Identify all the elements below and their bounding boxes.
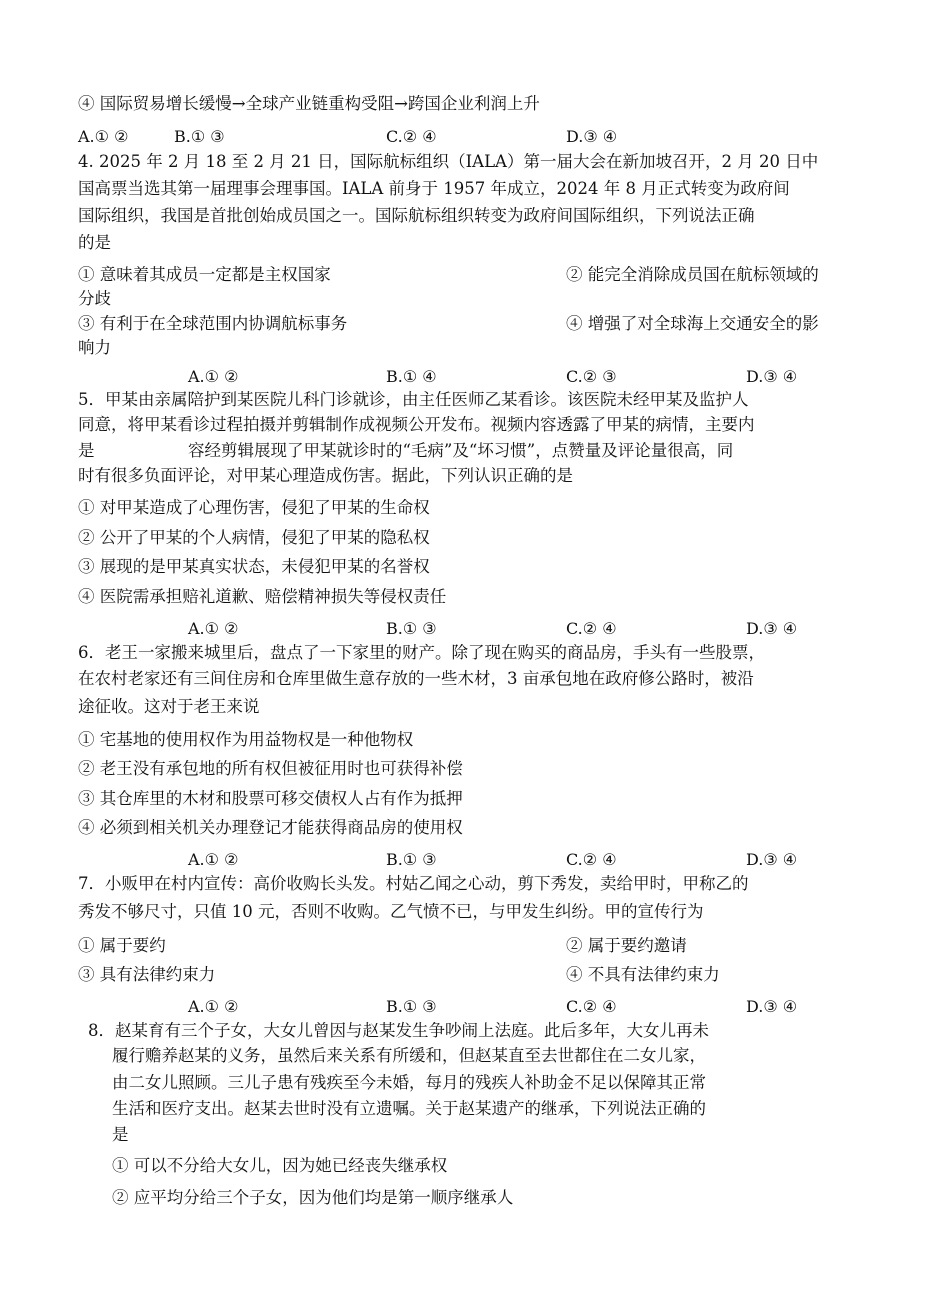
q8-stem-line-5: 是 (112, 1125, 129, 1144)
q8-item-1: ① 可以不分给大女儿，因为她已经丧失继承权 (112, 1156, 448, 1175)
q6-stem-line-2: 在农村老家还有三间住房和仓库里做生意存放的一些木材，3 亩承包地在政府修公路时，被沿 (78, 669, 754, 688)
q4-stem-line-3: 国际组织，我国是首批创始成员国之一。国际航标组织转变为政府间国际组织，下列说法正确 (78, 206, 755, 225)
q6-option-b: B.① ③ (386, 850, 437, 869)
q6-option-a: A.① ② (188, 850, 239, 869)
q4-option-b: B.① ④ (386, 367, 437, 386)
q6-item-3: ③ 其仓库里的木材和股票可移交债权人占有作为抵押 (78, 789, 463, 808)
q4-stem-line-4: 的是 (78, 233, 111, 252)
q5-stem-line-3-start: 是 (78, 441, 95, 460)
q5-stem-line-2: 同意，将甲某看诊过程拍摄并剪辑制作成视频公开发布。视频内容透露了甲某的病情，主要内 (78, 415, 755, 434)
q7-option-b: B.① ③ (386, 997, 437, 1016)
q7-item-4: ④ 不具有法律约束力 (566, 965, 720, 984)
q3-item-4: ④ 国际贸易增长缓慢→全球产业链重构受阻→跨国企业利润上升 (78, 94, 540, 113)
q4-option-a: A.① ② (188, 367, 239, 386)
q4-stem-line-2: 国高票当选其第一届理事会理事国。IALA 前身于 1957 年成立，2024 年 8 月正式转变为政府间 (78, 179, 790, 198)
q7-item-2: ② 属于要约邀请 (566, 936, 687, 955)
q8-stem-line-2: 履行赡养赵某的义务，虽然后来关系有所缓和，但赵某直至去世都住在二女儿家， (112, 1046, 706, 1065)
q4-item-1: ① 意味着其成员一定都是主权国家 (78, 265, 331, 284)
q8-stem-line-1: 8．赵某育有三个子女，大女儿曾因与赵某发生争吵闹上法庭。此后多年，大女儿再未 (88, 1021, 709, 1040)
q3-option-c: C.② ④ (386, 127, 437, 146)
q5-stem-line-3: 容经剪辑展现了甲某就诊时的“毛病”及“坏习惯”，点赞量及评论量很高，同 (188, 441, 734, 460)
q4-item-3: ③ 有利于在全球范围内协调航标事务 (78, 314, 348, 333)
q7-option-a: A.① ② (188, 997, 239, 1016)
q7-item-1: ① 属于要约 (78, 936, 166, 955)
q6-option-d: D.③ ④ (746, 850, 798, 869)
q7-stem-line-1: 7．小贩甲在村内宣传：高价收购长头发。村姑乙闻之心动，剪下秀发，卖给甲时，甲称乙的 (78, 874, 749, 893)
q5-option-a: A.① ② (188, 619, 239, 638)
q3-option-b: B.① ③ (174, 127, 225, 146)
q8-stem-line-4: 生活和医疗支出。赵某去世时没有立遗嘱。关于赵某遗产的继承，下列说法正确的 (112, 1099, 706, 1118)
q4-item-2: ② 能完全消除成员国在航标领域的 (566, 265, 819, 284)
q5-stem-line-4: 时有很多负面评论，对甲某心理造成伤害。据此，下列认识正确的是 (78, 466, 573, 485)
q5-item-4: ④ 医院需承担赔礼道歉、赔偿精神损失等侵权责任 (78, 587, 447, 606)
q6-stem-line-3: 途征收。这对于老王来说 (78, 697, 260, 716)
q5-option-d: D.③ ④ (746, 619, 798, 638)
q5-stem-line-1: 5．甲某由亲属陪护到某医院儿科门诊就诊，由主任医师乙某看诊。该医院未经甲某及监护人 (78, 390, 749, 409)
q4-option-c: C.② ③ (566, 367, 617, 386)
q7-stem-line-2: 秀发不够尺寸，只值 10 元，否则不收购。乙气愤不已，与甲发生纠纷。甲的宣传行为 (78, 902, 704, 921)
q5-option-b: B.① ③ (386, 619, 437, 638)
q6-item-4: ④ 必须到相关机关办理登记才能获得商品房的使用权 (78, 818, 463, 837)
q6-stem-line-1: 6．老王一家搬来城里后，盘点了一下家里的财产。除了现在购买的商品房，手头有一些股票， (78, 643, 765, 662)
q7-option-c: C.② ④ (566, 997, 617, 1016)
q5-item-1: ① 对甲某造成了心理伤害，侵犯了甲某的生命权 (78, 498, 430, 517)
q5-item-2: ② 公开了甲某的个人病情，侵犯了甲某的隐私权 (78, 528, 430, 547)
q6-option-c: C.② ④ (566, 850, 617, 869)
q4-item-2-continued: 分歧 (78, 289, 111, 308)
q5-option-c: C.② ④ (566, 619, 617, 638)
q5-item-3: ③ 展现的是甲某真实状态，未侵犯甲某的名誉权 (78, 557, 430, 576)
q3-option-d: D.③ ④ (566, 127, 618, 146)
q7-item-3: ③ 具有法律约束力 (78, 965, 216, 984)
q4-item-4-continued: 响力 (78, 338, 111, 357)
q6-item-1: ① 宅基地的使用权作为用益物权是一种他物权 (78, 730, 414, 749)
q3-option-a: A.① ② (78, 127, 129, 146)
q8-stem-line-3: 由二女儿照顾。三儿子患有残疾至今未婚，每月的残疾人补助金不足以保障其正常 (112, 1073, 706, 1092)
q7-option-d: D.③ ④ (746, 997, 798, 1016)
q8-item-2: ② 应平均分给三个子女，因为他们均是第一顺序继承人 (112, 1188, 514, 1207)
q4-item-4: ④ 增强了对全球海上交通安全的影 (566, 314, 819, 333)
q4-option-d: D.③ ④ (746, 367, 798, 386)
q6-item-2: ② 老王没有承包地的所有权但被征用时也可获得补偿 (78, 759, 463, 778)
q4-stem-line-1: 4. 2025 年 2 月 18 至 2 月 21 日，国际航标组织（IALA）第一届大会在新加坡召开，2 月 20 日中 (78, 152, 819, 171)
